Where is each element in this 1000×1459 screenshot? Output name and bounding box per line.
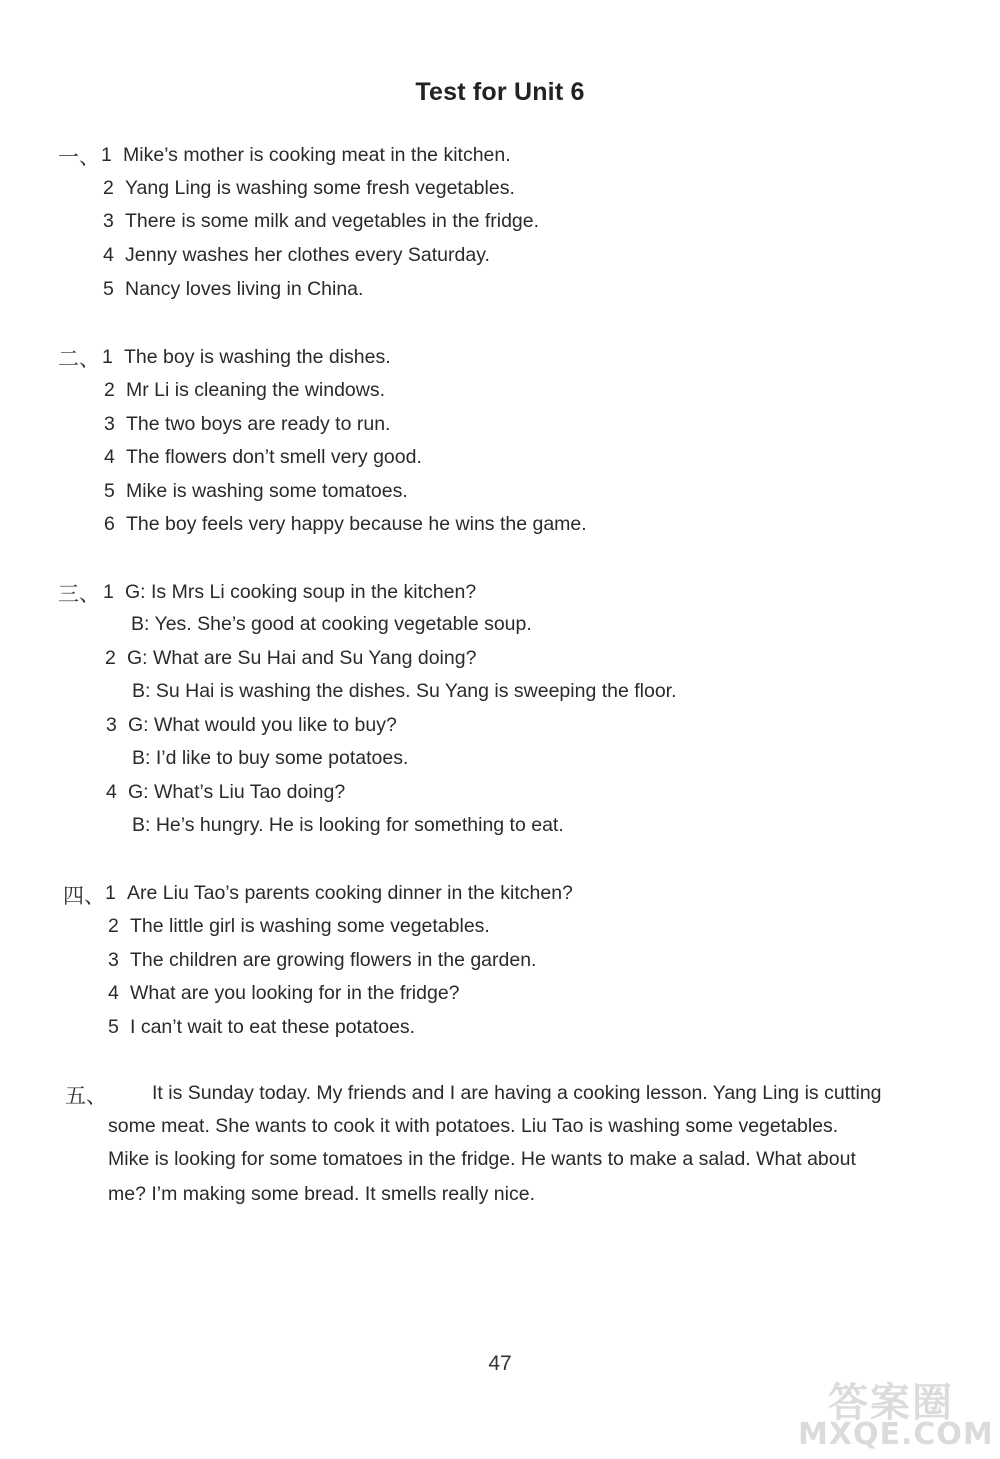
s4-item-2: 2 The little girl is washing some vegetables.	[108, 915, 490, 937]
s2-item-4: 4 The flowers don’t smell very good.	[104, 446, 422, 468]
s2-item-6: 6 The boy feels very happy because he wins the game.	[104, 513, 587, 535]
s3-item-1-b: B: Yes. She’s good at cooking vegetable soup.	[131, 613, 532, 635]
s3-item-4-g: 4 G: What’s Liu Tao doing?	[106, 781, 346, 803]
section-3-label: 三、	[58, 582, 100, 606]
s1-item-3: 3 There is some milk and vegetables in the fridge.	[103, 210, 540, 232]
s3-item-3-g: 3 G: What would you like to buy?	[106, 714, 397, 736]
page-title: Test for Unit 6	[415, 78, 585, 106]
page-number: 47	[488, 1352, 512, 1375]
s1-item-5: 5 Nancy loves living in China.	[103, 278, 364, 300]
s2-item-3: 3 The two boys are ready to run.	[104, 413, 391, 435]
s3-item-4-b: B: He’s hungry. He is looking for something to eat.	[132, 814, 564, 836]
s3-item-2-b: B: Su Hai is washing the dishes. Su Yang is sweeping the floor.	[132, 680, 677, 702]
s5-line-3: Mike is looking for some tomatoes in the fridge. He wants to make a salad. What about	[108, 1148, 856, 1170]
section-5-label: 五、	[65, 1084, 107, 1108]
s2-item-1: 1 The boy is washing the dishes.	[102, 346, 391, 368]
s5-line-2: some meat. She wants to cook it with potatoes. Liu Tao is washing some vegetables.	[108, 1115, 839, 1137]
s3-item-2-g: 2 G: What are Su Hai and Su Yang doing?	[105, 647, 477, 669]
s1-item-2: 2 Yang Ling is washing some fresh vegetables.	[103, 177, 515, 199]
s5-line-4: me? I’m making some bread. It smells really nice.	[108, 1183, 535, 1205]
watermark-top-text: 答案圈	[828, 1380, 954, 1426]
s4-item-1: 1 Are Liu Tao’s parents cooking dinner in the kitchen?	[105, 882, 573, 904]
s2-item-2: 2 Mr Li is cleaning the windows.	[104, 379, 386, 401]
s3-item-3-b: B: I’d like to buy some potatoes.	[132, 747, 409, 769]
s2-item-5: 5 Mike is washing some tomatoes.	[104, 480, 408, 502]
s5-line-1: It is Sunday today. My friends and I are having a cooking lesson. Yang Ling is cutting	[152, 1082, 882, 1104]
watermark-bottom-text: MXQE.COM	[798, 1417, 994, 1452]
s3-item-1-g: 1 G: Is Mrs Li cooking soup in the kitchen?	[103, 581, 477, 603]
s1-item-4: 4 Jenny washes her clothes every Saturday.	[103, 244, 490, 266]
watermark-logo	[798, 1371, 994, 1452]
s4-item-4: 4 What are you looking for in the fridge?	[108, 982, 460, 1004]
section-1-label: 一、	[58, 145, 100, 169]
s4-item-3: 3 The children are growing flowers in the garden.	[108, 949, 537, 971]
section-4-label: 四、	[63, 884, 105, 908]
s4-item-5: 5 I can’t wait to eat these potatoes.	[108, 1016, 416, 1038]
section-2-label: 二、	[58, 347, 100, 371]
s1-item-1: 1 Mike’s mother is cooking meat in the kitchen.	[101, 144, 511, 166]
